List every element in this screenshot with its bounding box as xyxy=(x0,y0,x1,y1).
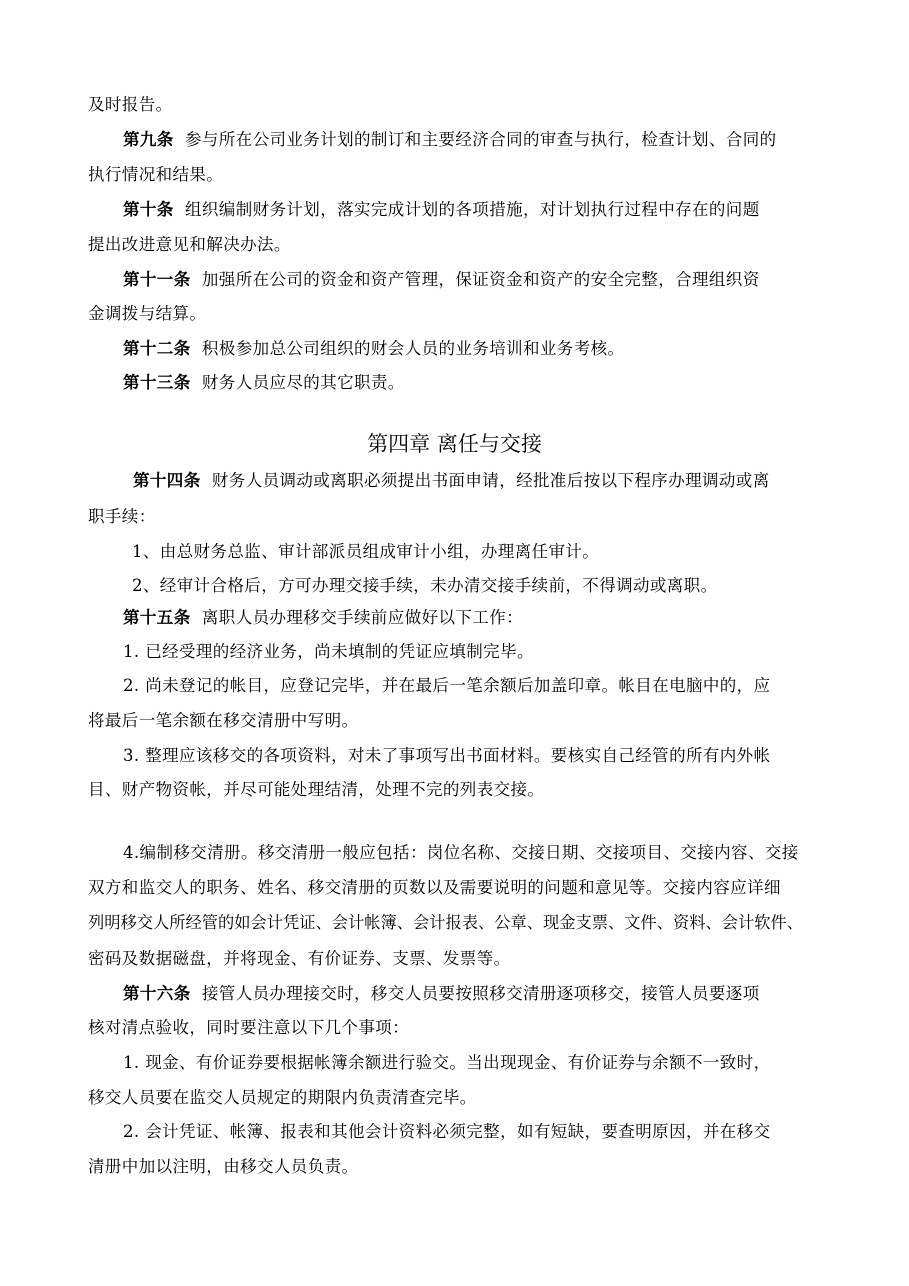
article-11 xyxy=(123,268,828,292)
article-label: 第十六条 xyxy=(123,984,191,1003)
article-label: 第九条 xyxy=(123,130,174,149)
article-label: 第十四条 xyxy=(133,471,201,490)
text-line: 组织编制财务计划，落实完成计划的各项措施，对计划执行过程中存在的问题 xyxy=(185,200,760,219)
text-line: 2. 尚未登记的帐目，应登记完毕，并在最后一笔余额后加盖印章。帐目在电脑中的，应 xyxy=(123,676,771,695)
list-item xyxy=(132,574,828,598)
text-line: 离职人员办理移交手续前应做好以下工作： xyxy=(201,608,524,627)
text-line: 执行情况和结果。 xyxy=(88,165,224,184)
text-line: 2、经审计合格后，方可办理交接手续，未办清交接手续前，不得调动或离职。 xyxy=(132,576,718,595)
text-line: 财务人员应尽的其它职责。 xyxy=(201,373,405,392)
text-line: 双方和监交人的职务、姓名、移交清册的页数以及需要说明的问题和意见等。交接内容应详细 xyxy=(88,878,781,897)
list-item xyxy=(123,744,828,768)
text-line: 1. 已经受理的经济业务，尚未填制的凭证应填制完毕。 xyxy=(123,642,534,661)
list-item-cont xyxy=(88,1155,828,1179)
list-item-cont xyxy=(88,911,828,935)
list-item xyxy=(132,540,828,564)
article-label: 第十五条 xyxy=(123,608,191,627)
paragraph-tail xyxy=(88,93,828,117)
article-15 xyxy=(123,606,828,630)
list-item xyxy=(123,674,828,698)
text-line: 目、财产物资帐，并尽可能处理结清，处理不完的列表交接。 xyxy=(88,780,545,799)
text-line: 3. 整理应该移交的各项资料，对未了事项写出书面材料。要核实自己经管的所有内外帐 xyxy=(123,746,771,765)
text-line: 核对清点验收，同时要注意以下几个事项： xyxy=(88,1018,410,1037)
list-item-cont xyxy=(88,709,828,733)
text-line: 积极参加总公司组织的财会人员的业务培训和业务考核。 xyxy=(201,339,625,358)
article-10 xyxy=(123,198,828,222)
text-line: 及时报告。 xyxy=(88,95,173,114)
text-line: 4.编制移交清册。移交清册一般应包括：岗位名称、交接日期、交接项目、交接内容、交接 xyxy=(123,843,799,862)
list-item-cont xyxy=(88,1086,828,1110)
list-item-cont xyxy=(88,778,828,802)
text-line: 金调拨与结算。 xyxy=(88,304,207,323)
text-line: 提出改进意见和解决办法。 xyxy=(88,235,291,254)
text-line: 财务人员调动或离职必须提出书面申请，经批准后按以下程序办理调动或离 xyxy=(211,471,770,490)
text-line: 1、由总财务总监、审计部派员组成审计小组，办理离任审计。 xyxy=(132,542,600,561)
article-12 xyxy=(123,337,828,361)
article-label: 第十一条 xyxy=(123,270,191,289)
list-item-cont xyxy=(88,947,828,971)
article-10-cont xyxy=(88,233,828,257)
text-line: 2. 会计凭证、帐簿、报表和其他会计资料必须完整，如有短缺，要查明原因，并在移交 xyxy=(123,1122,771,1141)
text-line: 列明移交人所经管的如会计凭证、会计帐簿、会计报表、公章、现金支票、文件、资料、会计软件、 xyxy=(88,913,803,932)
article-9-cont xyxy=(88,163,828,187)
list-item xyxy=(123,1051,828,1075)
list-item xyxy=(123,640,828,664)
text-line: 将最后一笔余额在移交清册中写明。 xyxy=(88,711,359,730)
article-16 xyxy=(123,982,828,1006)
list-item-cont xyxy=(88,876,828,900)
text-line: 接管人员办理接交时，移交人员要按照移交清册逐项移交，接管人员要逐项 xyxy=(201,984,760,1003)
chapter-heading: 第四章 离任与交接 xyxy=(367,432,542,456)
text-line: 移交人员要在监交人员规定的期限内负责清查完毕。 xyxy=(88,1088,477,1107)
article-13 xyxy=(123,371,828,395)
article-label: 第十三条 xyxy=(123,373,191,392)
text-line: 职手续： xyxy=(88,507,156,526)
text-line: 1. 现金、有价证券要根据帐簿余额进行验交。当出现现金、有价证券与余额不一致时， xyxy=(123,1053,771,1072)
article-16-cont xyxy=(88,1016,828,1040)
article-11-cont xyxy=(88,302,828,326)
text-line: 参与所在公司业务计划的制订和主要经济合同的审查与执行，检查计划、合同的 xyxy=(185,130,777,149)
list-item xyxy=(123,841,828,865)
text-line: 密码及数据磁盘，并将现金、有价证券、支票、发票等。 xyxy=(88,949,511,968)
article-9 xyxy=(123,128,828,152)
list-item xyxy=(123,1120,828,1144)
text-line: 清册中加以注明，由移交人员负责。 xyxy=(88,1157,359,1176)
text-line: 加强所在公司的资金和资产管理，保证资金和资产的安全完整，合理组织资 xyxy=(201,270,760,289)
article-label: 第十条 xyxy=(123,200,174,219)
article-14 xyxy=(133,469,828,493)
article-label: 第十二条 xyxy=(123,339,191,358)
article-14-cont xyxy=(88,505,828,529)
